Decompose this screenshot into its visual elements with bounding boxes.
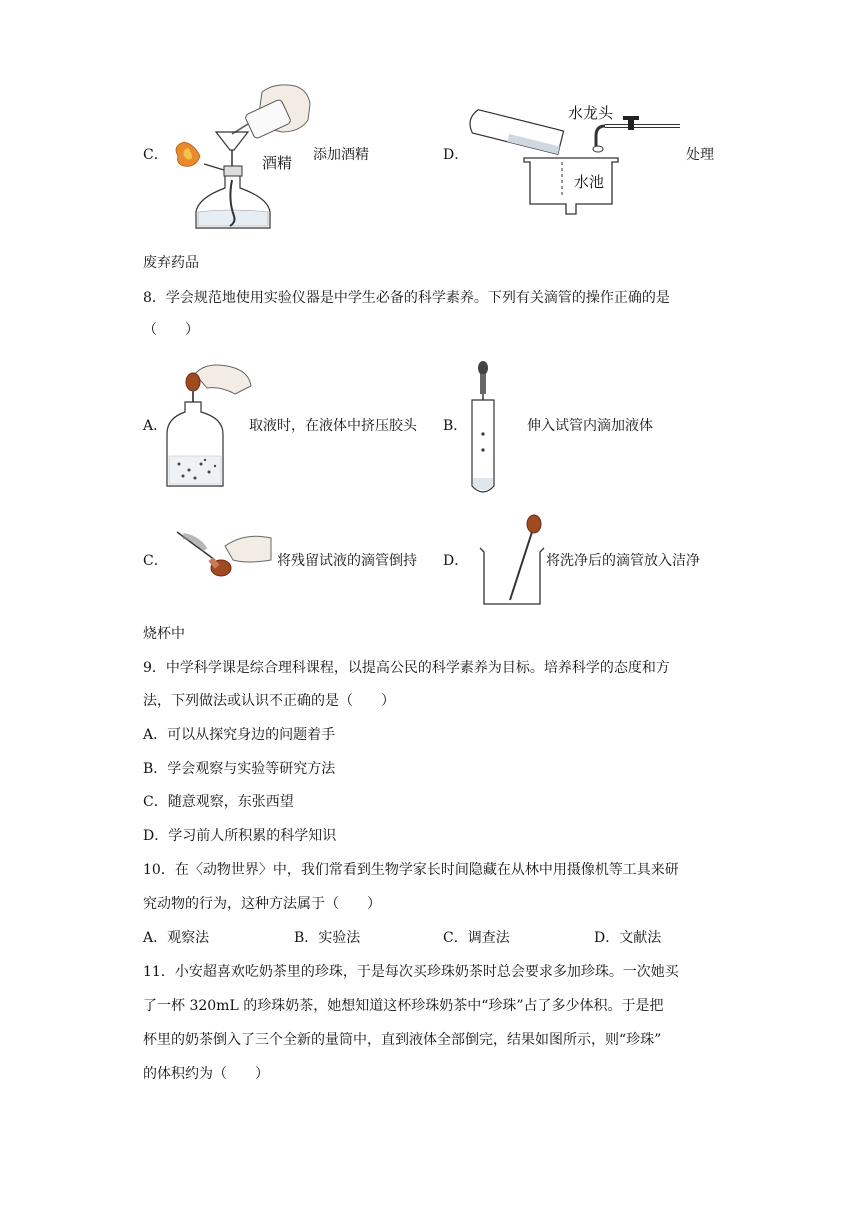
q11-stem-line2: 了一杯 320mL 的珍珠奶茶，她想知道这杯珍珠奶茶中“珍珠”占了多少体积。于是把: [143, 998, 664, 1014]
q8-option-c-text: 将残留试液的滴管倒持: [277, 553, 417, 569]
alcohol-lamp-figure: [170, 80, 320, 235]
beaker-dropper-figure: [478, 512, 546, 608]
q9-option-d: D．学习前人所积累的科学知识: [143, 828, 337, 844]
q9-stem-cont: 法，下列做法或认识不正确的是（ ）: [143, 693, 395, 709]
q9-option-b: B．学会观察与实验等研究方法: [143, 761, 336, 777]
q8-stem-paren: （ ）: [143, 322, 199, 338]
q9-option-c: C．随意观察，东张西望: [143, 794, 294, 810]
q11-stem-line3: 杯里的奶茶倒入了三个全新的量筒中，直到液体全部倒完，结果如图所示，则“珍珠”: [143, 1032, 662, 1048]
q8-option-b-letter: B．: [443, 418, 468, 434]
tap-label: 水龙头: [568, 105, 614, 122]
q10-option-d: D．文献法: [594, 930, 662, 946]
sink-label: 水池: [574, 174, 605, 191]
q7-option-d-letter: D．: [443, 147, 469, 163]
q8-option-c-letter: C．: [143, 553, 168, 569]
q8-option-d-text: 将洗净后的滴管放入洁净: [546, 553, 700, 569]
q10-stem: 10．在〈动物世界〉中，我们常看到生物学家长时间隐藏在从林中用摄像机等工具来研: [143, 862, 679, 878]
alcohol-label: 酒精: [262, 155, 293, 172]
q8-option-a-letter: A．: [143, 418, 168, 434]
q7-option-d-text-cont: 废弃药品: [143, 255, 199, 271]
q8-option-a-text: 取液时，在液体中挤压胶头: [249, 418, 417, 434]
q7-option-c-text: 添加酒精: [313, 147, 369, 163]
q10-option-b: B．实验法: [294, 930, 361, 946]
dropper-bottle-figure: [165, 360, 255, 492]
q11-stem-line4: 的体积约为（ ）: [143, 1066, 269, 1082]
inverted-dropper-figure: [175, 530, 275, 585]
q8-option-d-letter: D．: [443, 553, 469, 569]
q7-option-d-text: 处理: [686, 147, 714, 163]
q9-option-a: A．可以从探究身边的问题着手: [143, 727, 336, 743]
q10-stem-cont: 究动物的行为，这种方法属于（ ）: [143, 896, 381, 912]
q8-option-b-text: 伸入试管内滴加液体: [527, 418, 653, 434]
test-tube-dropper-figure: [470, 360, 500, 496]
q8-stem: 8．学会规范地使用实验仪器是中学生必备的科学素养。下列有关滴管的操作正确的是: [143, 290, 670, 306]
q8-option-d-text-cont: 烧杯中: [143, 626, 185, 642]
q9-stem: 9．中学科学课是综合理科课程，以提高公民的科学素养为目标。培养科学的态度和方: [143, 660, 670, 676]
q10-option-a: A．观察法: [143, 930, 210, 946]
q7-option-c-letter: C．: [143, 147, 168, 163]
q11-stem-line1: 11．小安超喜欢吃奶茶里的珍珠，于是每次买珍珠奶茶时总会要求多加珍珠。一次她买: [143, 964, 679, 980]
sink-figure: [470, 92, 685, 222]
q10-option-c: C．调查法: [443, 930, 510, 946]
